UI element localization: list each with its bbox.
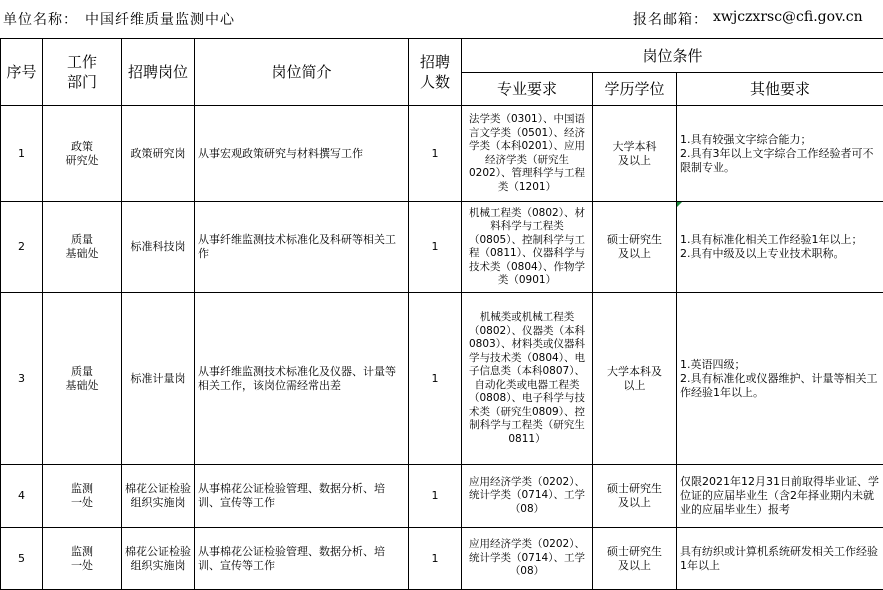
- cell-seq: 5: [1, 528, 43, 590]
- col-header-degree: 学历学位: [593, 73, 677, 106]
- cell-other: 具有纺织或计算机系统研发相关工作经验1年以上: [677, 528, 883, 590]
- cell-dept: 监测 一处: [43, 465, 122, 528]
- cell-seq: 2: [1, 202, 43, 293]
- cell-desc: 从事棉花公证检验管理、数据分析、培训、宣传等工作: [195, 465, 409, 528]
- cell-other: 仅限2021年12月31日前取得毕业证、学位证的应届毕业生（含2年择业期内未就业的应届毕业生）报考: [677, 465, 883, 528]
- email-address: xwjczxrsc@cfi.gov.cn: [713, 9, 863, 25]
- col-header-seq: 序号: [1, 39, 43, 106]
- cell-count: 1: [409, 465, 462, 528]
- cell-other: 1.英语四级； 2.具有标准化或仪器维护、计量等相关工作经验1年以上。: [677, 293, 883, 465]
- comment-marker-icon: [677, 202, 682, 207]
- cell-count: 1: [409, 106, 462, 202]
- cell-count: 1: [409, 528, 462, 590]
- cell-degree: 大学本科及 以上: [593, 293, 677, 465]
- cell-major: 法学类（0301）、中国语言文学类（0501）、经济学类（本科0201）、应用经济学类（研究生0202）、管理科学与工程类（1201）: [462, 106, 593, 202]
- cell-post: 标准计量岗: [122, 293, 195, 465]
- col-header-count: 招聘 人数: [409, 39, 462, 106]
- cell-desc: 从事纤维监测技术标准化及仪器、计量等相关工作，该岗位需经常出差: [195, 293, 409, 465]
- cell-degree: 大学本科 及以上: [593, 106, 677, 202]
- unit-label: 单位名称：: [3, 9, 78, 29]
- cell-post: 政策研究岗: [122, 106, 195, 202]
- cell-dept: 质量 基础处: [43, 293, 122, 465]
- cell-seq: 4: [1, 465, 43, 528]
- cell-degree: 硕士研究生 及以上: [593, 202, 677, 293]
- col-header-major: 专业要求: [462, 73, 593, 106]
- cell-dept: 监测 一处: [43, 528, 122, 590]
- table-row: [1, 528, 883, 590]
- cell-major: 应用经济学类（0202）、统计学类（0714）、工学（08）: [462, 465, 593, 528]
- recruitment-table: [0, 38, 883, 590]
- cell-desc: 从事棉花公证检验管理、数据分析、培训、宣传等工作: [195, 528, 409, 590]
- cell-post: 棉花公证检验 组织实施岗: [122, 528, 195, 590]
- cell-count: 1: [409, 293, 462, 465]
- col-header-post: 招聘岗位: [122, 39, 195, 106]
- email-label: 报名邮箱：: [633, 9, 708, 29]
- col-header-other: 其他要求: [677, 73, 883, 106]
- cell-post: 标准科技岗: [122, 202, 195, 293]
- cell-degree: 硕士研究生 及以上: [593, 528, 677, 590]
- table-row: [1, 106, 883, 202]
- table-row: [1, 293, 883, 465]
- cell-major: 机械类或机械工程类（0802）、仪器类（本科0803）、材料类或仪器科学与技术类（0804）、电子信息类（本科0807）、自动化类或电器工程类（0808）、电子科学与技术类（研究生0809）、控制科学与工程类（研究生0811）: [462, 293, 593, 465]
- cell-desc: 从事宏观政策研究与材料撰写工作: [195, 106, 409, 202]
- cell-other: 1.具有标准化相关工作经验1年以上； 2.具有中级及以上专业技术职称。: [677, 202, 883, 293]
- cell-desc: 从事纤维监测技术标准化及科研等相关工作: [195, 202, 409, 293]
- cell-seq: 1: [1, 106, 43, 202]
- cell-dept: 质量 基础处: [43, 202, 122, 293]
- cell-count: 1: [409, 202, 462, 293]
- table-row: [1, 465, 883, 528]
- unit-name: 中国纤维质量监测中心: [85, 9, 235, 29]
- cell-major: 机械工程类（0802）、材料科学与工程类（0805）、控制科学与工程（0811）、仪器科学与技术类（0804）、作物学类（0901）: [462, 202, 593, 293]
- cell-seq: 3: [1, 293, 43, 465]
- cell-major: 应用经济学类（0202）、统计学类（0714）、工学（08）: [462, 528, 593, 590]
- col-header-conditions: 岗位条件: [462, 39, 883, 73]
- table-row: [1, 202, 883, 293]
- cell-post: 棉花公证检验 组织实施岗: [122, 465, 195, 528]
- col-header-dept: 工作 部门: [43, 39, 122, 106]
- cell-degree: 硕士研究生 及以上: [593, 465, 677, 528]
- cell-dept: 政策 研究处: [43, 106, 122, 202]
- col-header-desc: 岗位简介: [195, 39, 409, 106]
- cell-other: 1.具有较强文字综合能力； 2.具有3年以上文字综合工作经验者可不限制专业。: [677, 106, 883, 202]
- header-bar: [0, 0, 883, 38]
